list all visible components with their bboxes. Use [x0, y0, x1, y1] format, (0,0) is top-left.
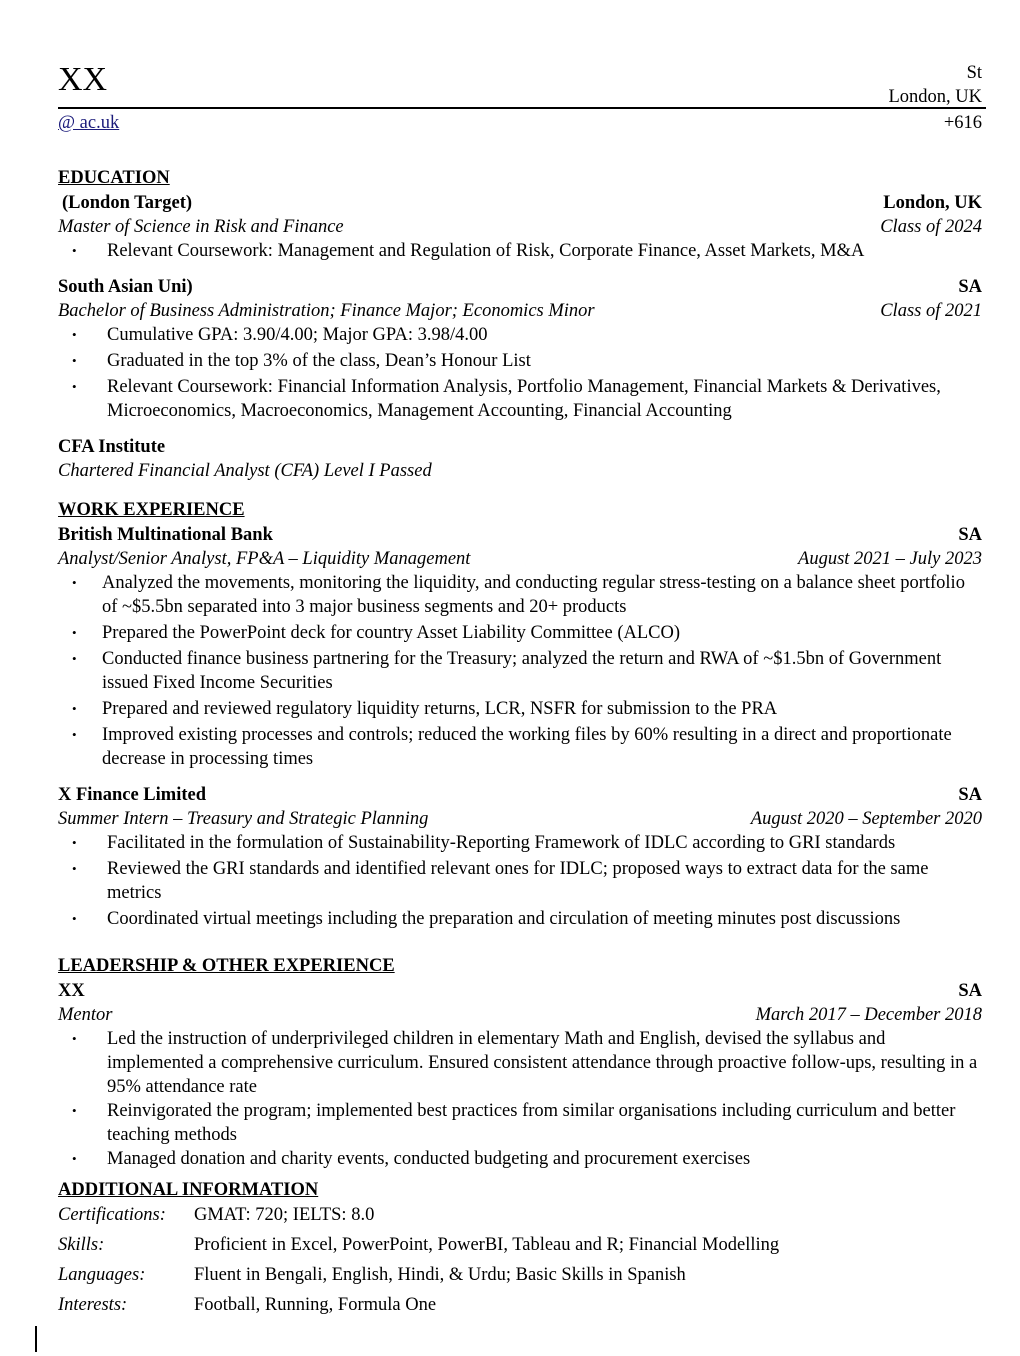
education-degree: Chartered Financial Analyst (CFA) Level I Passed — [58, 461, 432, 481]
work-role: Analyst/Senior Analyst, FP&A – Liquidity Management — [58, 549, 471, 569]
candidate-name: XX — [58, 61, 108, 98]
work-location: SA — [958, 525, 982, 545]
work-section — [58, 497, 982, 933]
additional-row-skills — [58, 1233, 982, 1257]
text-cursor — [35, 1326, 37, 1352]
education-date: Class of 2024 — [880, 217, 982, 237]
work-org: X Finance Limited — [58, 785, 206, 805]
additional-value: GMAT: 720; IELTS: 8.0 — [194, 1205, 375, 1225]
list-item: • Prepared the PowerPoint deck for country Asset Liability Committee (ALCO) — [72, 623, 681, 643]
education-org: (London Target) — [62, 193, 193, 213]
work-org: British Multinational Bank — [58, 525, 273, 545]
additional-label: Skills: — [58, 1235, 105, 1255]
leadership-date: March 2017 – December 2018 — [755, 1005, 982, 1025]
section-title-work: WORK EXPERIENCE — [58, 500, 245, 520]
list-item: • Improved existing processes and controls; reduced the working files by 60% resulting in a direct and proportionate decrease in processing times — [72, 725, 952, 769]
section-title-education: EDUCATION — [58, 168, 170, 188]
education-date: Class of 2021 — [880, 301, 982, 321]
list-item: • Led the instruction of underprivileged children in elementary Math and English, devised the syllabus and implemented a comprehensive curriculum. Ensured consistent attendance through proactive follow-ups, resulting in a 95% attendance rate — [72, 1029, 978, 1097]
additional-value: Football, Running, Formula One — [194, 1295, 437, 1315]
work-entry-2-subheader — [58, 807, 982, 831]
education-entry-1-header — [58, 191, 982, 215]
list-item: • Analyzed the movements, monitoring the liquidity, and conducting regular stress-testing on a balance sheet portfolio of ~$5.5bn separated into 3 major business segments and 20+ products — [72, 573, 965, 617]
list-item: • Graduated in the top 3% of the class, Dean’s Honour List — [72, 351, 531, 371]
additional-value: Proficient in Excel, PowerPoint, PowerBI, Tableau and R; Financial Modelling — [194, 1235, 780, 1255]
leadership-location: SA — [958, 981, 982, 1001]
education-entry-1-bullets — [58, 239, 982, 263]
education-degree: Bachelor of Business Administration; Finance Major; Economics Minor — [58, 301, 595, 321]
bullet-icon: • — [72, 727, 77, 742]
bullet-icon: • — [72, 911, 77, 926]
bullet-icon: • — [72, 835, 77, 850]
additional-row-interests — [58, 1293, 982, 1317]
education-entry-3-header — [58, 435, 982, 459]
education-org: South Asian Uni) — [58, 277, 193, 297]
work-date: August 2020 – September 2020 — [750, 809, 982, 829]
work-location: SA — [958, 785, 982, 805]
education-degree: Master of Science in Risk and Finance — [58, 217, 344, 237]
work-entry-2-bullets — [58, 831, 982, 931]
additional-value: Fluent in Bengali, English, Hindi, & Urdu; Basic Skills in Spanish — [194, 1265, 686, 1285]
work-entry-1-subheader — [58, 547, 982, 571]
education-org: CFA Institute — [58, 437, 166, 457]
bullet-icon: • — [72, 1103, 77, 1118]
list-item: • Prepared and reviewed regulatory liquidity returns, LCR, NSFR for submission to the PRA — [72, 699, 778, 719]
bullet-icon: • — [72, 701, 77, 716]
leadership-entry-1-bullets — [58, 1027, 982, 1171]
address-line-1: St — [966, 63, 982, 83]
list-item: • Managed donation and charity events, conducted budgeting and procurement exercises — [72, 1149, 751, 1169]
email-link[interactable]: @ ac.uk — [58, 113, 120, 133]
additional-label: Languages: — [58, 1265, 146, 1285]
education-entry-3-subheader — [58, 459, 982, 483]
list-item: • Reviewed the GRI standards and identified relevant ones for IDLC; proposed ways to extract data for the same metrics — [72, 859, 929, 903]
additional-section — [58, 1177, 982, 1323]
bullet-icon: • — [72, 575, 77, 590]
education-entry-2-header — [58, 275, 982, 299]
section-title-leadership: LEADERSHIP & OTHER EXPERIENCE — [58, 956, 395, 976]
additional-row-certifications — [58, 1203, 982, 1227]
education-entry-2-bullets — [58, 323, 982, 423]
work-role: Summer Intern – Treasury and Strategic Planning — [58, 809, 429, 829]
work-entry-2-header — [58, 783, 982, 807]
education-location: SA — [958, 277, 982, 297]
list-item: • Coordinated virtual meetings including the preparation and circulation of meeting minutes post discussions — [72, 909, 901, 929]
header-divider — [58, 107, 986, 109]
additional-row-languages — [58, 1263, 982, 1287]
list-item: • Conducted finance business partnering for the Treasury; analyzed the return and RWA of ~$1.5bn of Government issued Fixed Income Securities — [72, 649, 942, 693]
education-section — [58, 165, 982, 483]
address-line-2: London, UK — [888, 87, 982, 107]
leadership-org: XX — [58, 981, 85, 1001]
bullet-icon: • — [72, 379, 77, 394]
bullet-icon: • — [72, 651, 77, 666]
additional-label: Certifications: — [58, 1205, 166, 1225]
education-entry-2-subheader — [58, 299, 982, 323]
bullet-icon: • — [72, 625, 77, 640]
leadership-entry-1-subheader — [58, 1003, 982, 1027]
list-item: • Relevant Coursework: Financial Information Analysis, Portfolio Management, Financial Markets & Derivatives, Microeconomics, Macroeconomics, Management Accounting, Financial Accounting — [72, 377, 941, 421]
bullet-icon: • — [72, 861, 77, 876]
bullet-icon: • — [72, 1151, 77, 1166]
education-entry-1-subheader — [58, 215, 982, 239]
work-entry-1-bullets — [58, 571, 982, 771]
leadership-role: Mentor — [58, 1005, 113, 1025]
work-entry-1-header — [58, 523, 982, 547]
bullet-icon: • — [72, 243, 77, 258]
education-location: London, UK — [883, 193, 982, 213]
bullet-icon: • — [72, 353, 77, 368]
bullet-icon: • — [72, 1031, 77, 1046]
list-item: • Facilitated in the formulation of Sustainability-Reporting Framework of IDLC according to GRI standards — [72, 833, 896, 853]
section-title-additional: ADDITIONAL INFORMATION — [58, 1180, 319, 1200]
list-item: • Cumulative GPA: 3.90/4.00; Major GPA: 3.98/4.00 — [72, 325, 488, 345]
work-date: August 2021 – July 2023 — [798, 549, 982, 569]
list-item: • Relevant Coursework: Management and Regulation of Risk, Corporate Finance, Asset Markets, M&A — [72, 241, 865, 261]
leadership-section — [58, 953, 982, 1171]
phone-number: +616 — [943, 113, 982, 133]
additional-label: Interests: — [58, 1295, 128, 1315]
list-item: • Reinvigorated the program; implemented best practices from similar organisations including curriculum and better teaching methods — [72, 1101, 956, 1145]
leadership-entry-1-header — [58, 979, 982, 1003]
bullet-icon: • — [72, 327, 77, 342]
